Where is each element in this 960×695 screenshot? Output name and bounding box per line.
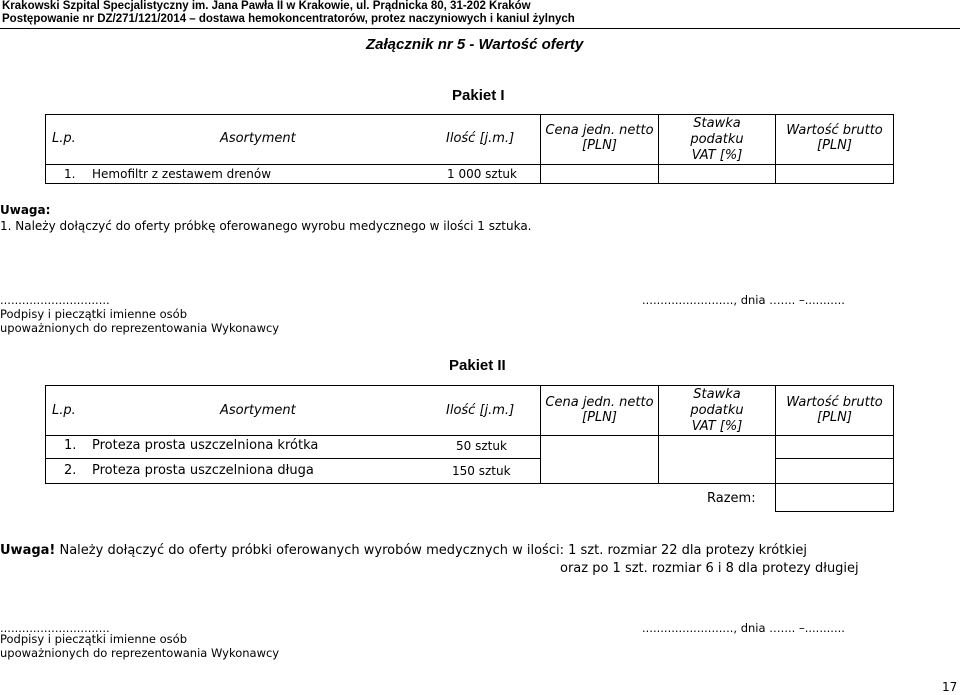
- col-header-wartosc: [776, 123, 893, 153]
- pakiet-1-uwaga-text: 1. Należy dołączyć do oferty próbkę oferowanego wyrobu medycznego w ilości 1 sztuka.: [0, 219, 532, 233]
- col-header-ilosc: Ilość [j.m.]: [446, 403, 515, 418]
- row-lp: 2.: [64, 463, 77, 478]
- row-lp: 1.: [64, 438, 77, 453]
- pakiet-1-date: ........................., dnia ….... –...........: [642, 293, 845, 307]
- pakiet-2-uwaga: [0, 543, 807, 558]
- pakiet-1-uwaga-label: Uwaga:: [0, 203, 51, 217]
- table-border: [775, 511, 893, 512]
- col-header-wartosc-line1: Wartość brutto: [786, 123, 883, 138]
- row-name: Proteza prosta uszczelniona długa: [92, 463, 314, 478]
- pakiet-1-signature-line1: Podpisy i pieczątki imienne osób: [0, 307, 187, 321]
- col-header-lp: L.p.: [52, 403, 76, 418]
- col-header-wartosc-line2: [PLN]: [817, 410, 852, 425]
- col-header-stawka: [659, 116, 775, 164]
- pakiet-2-signature-dots: ..............................: [0, 621, 110, 635]
- col-header-wartosc-line1: Wartość brutto: [786, 395, 883, 410]
- col-header-asortyment: Asortyment: [220, 403, 296, 418]
- pakiet-2-title: Pakiet II: [449, 357, 506, 374]
- col-header-cena: [541, 395, 658, 425]
- page-number: 17: [942, 680, 958, 694]
- table-border: [45, 458, 540, 459]
- pakiet-2-date: ........................., dnia ….... –...........: [642, 621, 845, 635]
- row-name: Hemofiltr z zestawem drenów: [92, 167, 272, 181]
- row-qty: 150 sztuk: [452, 464, 511, 478]
- col-header-cena: [541, 123, 658, 153]
- pakiet-2-uwaga-text: Należy dołączyć do oferty próbki oferowanych wyrobów medycznych w ilości: 1 szt. rozmiar 22 dla protezy krótkiej: [55, 543, 808, 558]
- header-rule: [0, 28, 960, 29]
- col-header-stawka-line1: Stawka: [693, 387, 741, 402]
- table-border: [775, 458, 893, 459]
- pakiet-2-uwaga-label: Uwaga!: [0, 543, 56, 558]
- col-header-stawka-line2: podatku: [690, 132, 744, 147]
- pakiet-2-uwaga-line2: oraz po 1 szt. rozmiar 6 i 8 dla protezy długiej: [560, 561, 859, 576]
- header-hospital-line: Krakowski Szpital Specjalistyczny im. Jana Pawła II w Krakowie, ul. Prądnicka 80, 31-202 Kraków: [2, 0, 531, 12]
- col-header-ilosc: Ilość [j.m.]: [446, 131, 515, 146]
- pakiet-1-signature-dots: ..............................: [0, 293, 110, 307]
- table-border: [45, 114, 46, 184]
- col-header-stawka-line2: podatku: [690, 403, 744, 418]
- row-name: Proteza prosta uszczelniona krótka: [92, 438, 319, 453]
- row-lp: 1.: [64, 167, 76, 181]
- table-border: [45, 385, 46, 484]
- table-border: [893, 114, 894, 184]
- row-qty: 50 sztuk: [456, 439, 507, 453]
- col-header-lp: L.p.: [52, 131, 76, 146]
- table-border: [45, 114, 893, 115]
- pakiet-2-signature-line2: upoważnionych do reprezentowania Wykonawcy: [0, 646, 280, 660]
- col-header-stawka: [659, 387, 775, 435]
- col-header-stawka-line3: VAT [%]: [691, 419, 743, 434]
- col-header-cena-line2: [PLN]: [582, 138, 617, 153]
- razem-label: Razem:: [707, 491, 756, 506]
- table-border: [893, 385, 894, 512]
- col-header-wartosc-line2: [PLN]: [817, 138, 852, 153]
- table-border: [45, 183, 893, 184]
- col-header-cena-line1: Cena jedn. netto: [545, 123, 654, 138]
- col-header-wartosc: [776, 395, 893, 425]
- col-header-asortyment: Asortyment: [220, 131, 296, 146]
- table-border: [45, 164, 893, 165]
- table-border: [45, 385, 893, 386]
- pakiet-1-title: Pakiet I: [452, 87, 505, 104]
- table-border: [45, 435, 893, 436]
- page-title: Załącznik nr 5 - Wartość oferty: [366, 36, 584, 53]
- row-qty: 1 000 sztuk: [447, 167, 517, 181]
- table-border: [45, 483, 893, 484]
- header-procedure-line: Postępowanie nr DZ/271/121/2014 – dostawa hemokoncentratorów, protez naczyniowych i kaniul żylnych: [2, 13, 575, 25]
- pakiet-2-signature-line1: Podpisy i pieczątki imienne osób: [0, 632, 187, 646]
- col-header-cena-line1: Cena jedn. netto: [545, 395, 654, 410]
- col-header-stawka-line1: Stawka: [693, 116, 741, 131]
- pakiet-1-signature-line2: upoważnionych do reprezentowania Wykonawcy: [0, 321, 280, 335]
- col-header-stawka-line3: VAT [%]: [691, 148, 743, 163]
- col-header-cena-line2: [PLN]: [582, 410, 617, 425]
